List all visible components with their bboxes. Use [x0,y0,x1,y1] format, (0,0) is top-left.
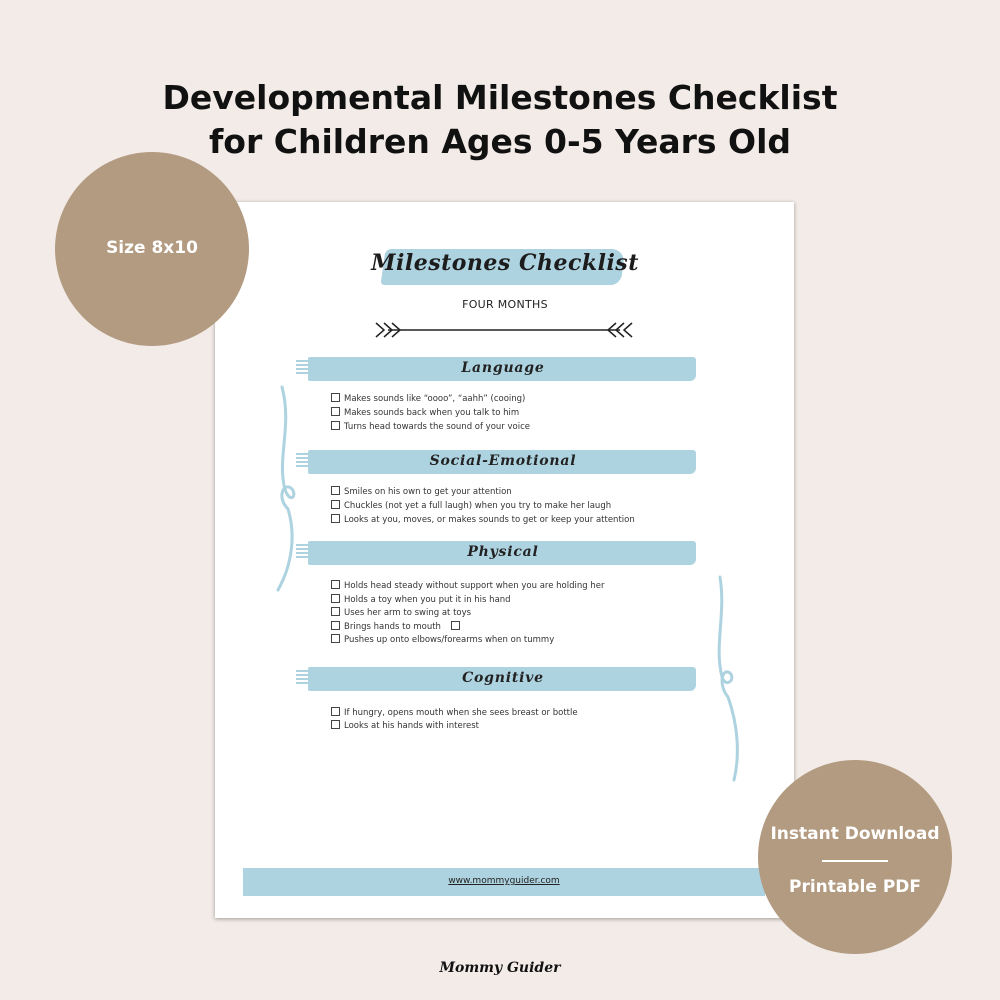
section-title-physical: Physical [467,544,539,560]
checkbox-icon[interactable] [331,720,340,729]
title-line-1: Developmental Milestones Checklist [162,78,838,117]
arrow-divider-icon [374,320,634,340]
checklist-item[interactable]: Turns head towards the sound of your voice [331,421,530,432]
checklist-item[interactable]: Makes sounds back when you talk to him [331,407,519,418]
section-title-cognitive: Cognitive [462,670,544,686]
section-title-social-emotional: Social-Emotional [429,453,577,469]
checkbox-icon[interactable] [331,500,340,509]
checkbox-icon[interactable] [331,594,340,603]
checklist-item[interactable]: Makes sounds like “oooo”, “aahh” (cooing) [331,393,525,404]
section-title-language: Language [461,360,545,376]
checkbox-icon[interactable] [331,707,340,716]
format-label: Printable PDF [789,877,921,897]
download-label: Instant Download [770,824,940,844]
checklist-item[interactable]: Chuckles (not yet a full laugh) when you try to make her laugh [331,500,611,511]
size-badge [55,152,249,346]
footer-website-link[interactable]: www.mommyguider.com [448,876,560,886]
title-line-2: for Children Ages 0-5 Years Old [208,122,792,161]
checkbox-icon[interactable] [331,393,340,402]
checklist-item[interactable]: If hungry, opens mouth when she sees breast or bottle [331,707,578,718]
checkbox-icon[interactable] [331,621,340,630]
checkbox-icon[interactable] [331,407,340,416]
checklist-item[interactable]: Uses her arm to swing at toys [331,607,471,618]
checkbox-icon[interactable] [451,621,460,630]
checklist-item[interactable]: Looks at you, moves, or makes sounds to get or keep your attention [331,514,635,525]
sheet-subtitle: FOUR MONTHS [462,298,548,311]
badge-divider [822,860,888,862]
decorative-swirl-left [270,385,310,595]
checkbox-icon[interactable] [331,421,340,430]
download-badge [758,760,952,954]
checkbox-icon[interactable] [331,580,340,589]
checklist-item[interactable]: Pushes up onto elbows/forearms when on tummy [331,634,554,645]
sheet-title: Milestones Checklist [371,250,639,276]
checklist-item[interactable]: Brings hands to mouth [331,621,460,632]
decorative-swirl-right [712,575,752,785]
checkbox-icon[interactable] [331,634,340,643]
checkbox-icon[interactable] [331,607,340,616]
checklist-item[interactable]: Looks at his hands with interest [331,720,479,731]
brand-logo: Mommy Guider [439,960,561,976]
checkbox-icon[interactable] [331,486,340,495]
size-label: Size 8x10 [106,238,198,258]
checkbox-icon[interactable] [331,514,340,523]
page-title [0,76,1000,164]
checklist-item[interactable]: Smiles on his own to get your attention [331,486,512,497]
checklist-item[interactable]: Holds a toy when you put it in his hand [331,594,511,605]
checklist-item[interactable]: Holds head steady without support when you are holding her [331,580,604,591]
